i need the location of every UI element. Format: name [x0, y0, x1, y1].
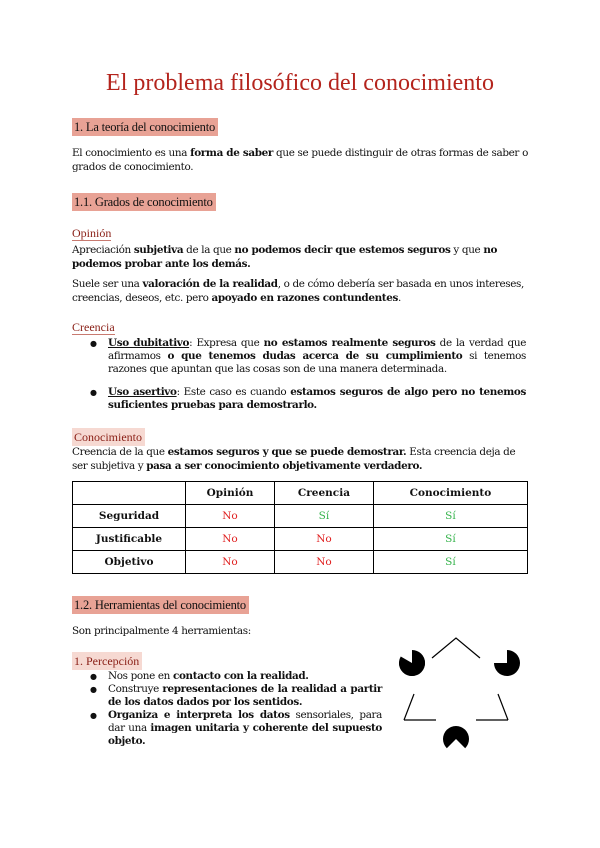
- bold-text: o que tenemos dudas acerca de su cumplimiento: [167, 350, 463, 362]
- bold-text: Organiza e interpreta los datos: [108, 709, 290, 721]
- subheading-percepcion: [72, 652, 142, 670]
- section-heading-herramientas: [72, 596, 249, 614]
- text: si tenemos razones que apuntan que las cosas son de una manera determinada.: [108, 350, 526, 375]
- text: Suele ser una: [72, 278, 143, 290]
- table-cell: No: [186, 528, 275, 551]
- text: de la verdad que afirmamos: [108, 337, 526, 362]
- text: Creencia de la que: [72, 446, 168, 458]
- bold-text: no podemos probar ante los demás.: [72, 244, 498, 270]
- text: : Este caso es cuando: [176, 386, 291, 398]
- table-row: [73, 551, 528, 574]
- table-cell: Sí: [373, 505, 527, 528]
- bold-text: pasa a ser conocimiento objetivamente verdadero.: [146, 460, 423, 472]
- bold-text: no estamos realmente seguros: [263, 337, 436, 349]
- table-row: [73, 505, 528, 528]
- comparison-table: [72, 481, 528, 574]
- text: El conocimiento es una: [72, 147, 191, 159]
- bold-text: estamos seguros de algo pero no tenemos suficientes pruebas para demostrarlo.: [108, 386, 526, 411]
- table-cell: Sí: [275, 505, 374, 528]
- intro-paragraph: [72, 146, 528, 174]
- row-label: Objetivo: [73, 551, 186, 574]
- section-heading-text: 1.1. Grados de conocimiento: [72, 193, 216, 211]
- table-cell: No: [275, 528, 374, 551]
- list-item-uso-dubitativo: [108, 337, 526, 376]
- table-header-cell: Opinión: [186, 482, 275, 505]
- opinion-paragraph-1: [72, 243, 528, 271]
- text: : Expresa que: [189, 337, 264, 349]
- table-cell: Sí: [373, 551, 527, 574]
- table-header-cell: [73, 482, 186, 505]
- text: Construye: [108, 683, 163, 695]
- table-cell: No: [186, 505, 275, 528]
- table-row: [73, 528, 528, 551]
- bold-text: no podemos decir que estemos seguros: [234, 244, 451, 256]
- text: Apreciación: [72, 244, 134, 256]
- table-cell: Sí: [373, 528, 527, 551]
- list-item-uso-asertivo: [108, 386, 526, 412]
- text: que se puede distinguir de otras formas de saber o grados de conocimiento.: [72, 147, 528, 173]
- subheading-creencia: Creencia: [72, 320, 115, 334]
- kanizsa-triangle-icon: [396, 636, 536, 766]
- bullet-label: Uso dubitativo: [108, 337, 190, 349]
- bold-text: estamos seguros y que se puede demostrar.: [167, 446, 407, 458]
- text: sensoriales, para dar una: [108, 709, 383, 734]
- text: Esta creencia deja de ser subjetiva y: [72, 446, 516, 472]
- table-header-cell: Conocimiento: [373, 482, 527, 505]
- opinion-paragraph-2: [72, 277, 528, 305]
- text: , o de cómo debería ser basada en unos intereses, creencias, deseos, etc. pero: [72, 278, 524, 304]
- section-heading-teoria: [72, 118, 218, 136]
- list-item-percepcion-3: [108, 709, 382, 748]
- row-label: Seguridad: [73, 505, 186, 528]
- section-heading-text: 1.2. Herramientas del conocimiento: [72, 596, 249, 614]
- bold-text: contacto con la realidad.: [172, 670, 309, 682]
- list-item-percepcion-2: [108, 683, 382, 709]
- bold-text: valoración de la realidad: [142, 278, 278, 290]
- table-header-row: [73, 482, 528, 505]
- page-title: El problema filosófico del conocimiento: [106, 70, 494, 96]
- text: y que: [450, 244, 484, 256]
- bold-text: imagen unitaria y coherente del supuesto objeto.: [108, 722, 382, 747]
- conocimiento-paragraph: [72, 445, 528, 473]
- subheading-conocimiento: [72, 428, 145, 446]
- text: de la que: [183, 244, 235, 256]
- table-cell: No: [275, 551, 374, 574]
- bold-text: subjetiva: [133, 244, 184, 256]
- table-header-cell: Creencia: [275, 482, 374, 505]
- section-heading-grados: [72, 193, 216, 211]
- bold-text: apoyado en razones contundentes: [211, 292, 398, 304]
- text: .: [398, 292, 401, 304]
- subheading-text: 1. Percepción: [72, 652, 142, 670]
- herramientas-intro: Son principalmente 4 herramientas:: [72, 625, 251, 637]
- section-heading-text: 1. La teoría del conocimiento: [72, 118, 218, 136]
- bullet-label: Uso asertivo: [108, 386, 177, 398]
- bold-text: forma de saber: [190, 147, 274, 159]
- subheading-text: Conocimiento: [72, 428, 145, 446]
- subheading-opinion: Opinión: [72, 226, 112, 240]
- row-label: Justificable: [73, 528, 186, 551]
- table-cell: No: [186, 551, 275, 574]
- list-item-percepcion-1: [108, 670, 382, 683]
- text: Nos pone en: [108, 670, 173, 682]
- bold-text: representaciones de la realidad a partir de los datos dados por los sentidos.: [108, 683, 383, 708]
